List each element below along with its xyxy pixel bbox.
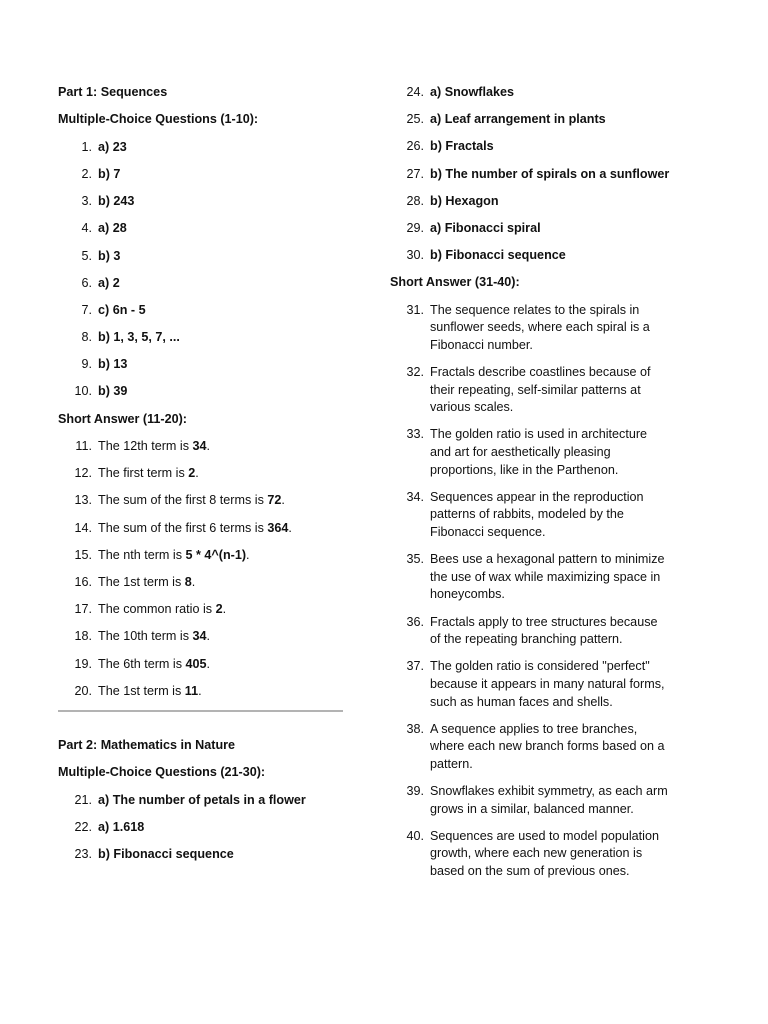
answer-suffix: . (206, 439, 211, 454)
item-answer: b) 243 (98, 194, 135, 209)
item-answer (98, 465, 348, 483)
item-number: 3. (81, 194, 92, 209)
answer-item (390, 721, 690, 774)
item-number: 37. (406, 659, 424, 674)
answer-text: The 6th term is (98, 656, 186, 671)
item-answer: a) 1.618 (98, 819, 145, 834)
item-number: 2. (81, 166, 92, 181)
answer-item (58, 383, 348, 401)
item-answer: Fractals describe coastlines because of their repeating, self-similar patterns at various scales. (430, 365, 651, 415)
answer-suffix: . (195, 466, 199, 481)
answer-suffix: . (191, 574, 196, 589)
answer-item (390, 166, 690, 184)
item-answer: b) 1, 3, 5, 7, ... (98, 330, 180, 345)
item-answer: b) Hexagon (430, 193, 499, 208)
section-divider (58, 710, 343, 712)
item-answer (98, 520, 348, 538)
answer-value: 405 (185, 656, 207, 671)
answer-text: The common ratio is (98, 602, 216, 617)
item-number: 33. (406, 427, 424, 442)
item-number: 35. (406, 552, 424, 567)
item-number: 11. (75, 439, 92, 454)
item-number: 18. (74, 629, 92, 644)
item-answer: Snowflakes exhibit symmetry, as each arm grows in a similar, balanced manner. (430, 784, 668, 816)
item-number: 5. (81, 248, 92, 263)
item-answer (98, 683, 348, 701)
item-number: 29. (406, 220, 424, 235)
answer-item (58, 275, 348, 293)
item-answer: b) 13 (98, 357, 128, 372)
item-answer (98, 438, 348, 456)
answer-item (58, 465, 348, 483)
answer-item (58, 792, 348, 810)
answer-item (58, 438, 348, 456)
item-answer: b) 3 (98, 248, 121, 263)
item-answer: b) 7 (98, 166, 121, 181)
answer-item (390, 426, 690, 479)
answer-item (390, 489, 690, 542)
item-answer: a) 2 (98, 275, 120, 290)
answer-item (58, 248, 348, 266)
answer-item (58, 547, 348, 565)
answer-item (58, 628, 348, 646)
answer-item (58, 656, 348, 674)
item-answer: The golden ratio is considered "perfect" because it appears in many natural forms, such as human faces and shells. (430, 659, 665, 709)
answer-value: 2 (215, 602, 223, 617)
item-number: 26. (406, 139, 424, 154)
answer-item (58, 819, 348, 837)
answer-item (58, 683, 348, 701)
item-answer (98, 492, 348, 510)
answer-item (390, 193, 690, 211)
item-number: 16. (74, 574, 92, 589)
answer-item (390, 364, 690, 417)
answer-item (58, 302, 348, 320)
answer-value: 5 * 4^(n-1) (185, 547, 247, 562)
item-number: 15. (74, 547, 92, 562)
answer-text: The 10th term is (98, 629, 193, 644)
answer-item (58, 139, 348, 157)
item-number: 1. (81, 139, 92, 154)
item-answer: Bees use a hexagonal pattern to minimize the use of wax while maximizing space in honeycombs. (430, 552, 665, 602)
answer-value: 34 (192, 629, 207, 644)
item-number: 14. (74, 520, 92, 535)
answer-item (390, 247, 690, 265)
answer-item (390, 138, 690, 156)
answer-item (390, 551, 690, 604)
item-number: 39. (406, 784, 424, 799)
item-number: 30. (406, 248, 424, 263)
answer-text: The 1st term is (98, 574, 185, 589)
item-answer: Sequences appear in the reproduction patterns of rabbits, modeled by the Fibonacci sequence. (430, 489, 644, 540)
item-number: 21. (74, 792, 92, 807)
answer-item (390, 658, 690, 711)
answer-item (390, 828, 690, 881)
item-answer: a) 28 (98, 221, 127, 236)
answer-value: 2 (188, 466, 196, 481)
part1-mc-heading: Multiple-Choice Questions (1-10): (58, 112, 259, 127)
answer-suffix: . (288, 520, 292, 535)
answer-item (58, 601, 348, 619)
item-answer: The sequence relates to the spirals in sunflower seeds, where each spiral is a Fibonacci number. (430, 302, 650, 352)
item-number: 24. (406, 85, 424, 99)
answer-item (58, 846, 348, 864)
answer-item (58, 193, 348, 211)
answer-text: The sum of the first 6 terms is (98, 520, 268, 535)
item-number: 38. (406, 721, 424, 736)
item-answer: b) Fibonacci sequence (430, 248, 566, 263)
answer-item (390, 220, 690, 238)
answer-suffix: . (246, 547, 250, 562)
item-number: 32. (406, 365, 424, 380)
item-answer: b) The number of spirals on a sunflower (430, 166, 670, 181)
item-answer (98, 656, 348, 674)
item-answer (98, 628, 348, 646)
item-answer: b) 39 (98, 384, 128, 399)
item-number: 23. (74, 847, 92, 862)
answer-value: 8 (184, 574, 192, 589)
item-number: 4. (81, 221, 92, 236)
answer-value: 72 (267, 493, 282, 508)
item-answer (98, 547, 348, 565)
item-answer: The golden ratio is used in architecture and art for aesthetically pleasing proportions, like in the Parthenon. (430, 427, 648, 477)
item-answer: a) Snowflakes (430, 85, 514, 99)
item-number: 6. (81, 275, 92, 290)
item-number: 7. (81, 302, 92, 317)
part2-sa-heading: Short Answer (31-40): (390, 275, 520, 290)
part1-title: Part 1: Sequences (58, 85, 168, 99)
item-number: 31. (406, 302, 424, 317)
item-number: 13. (74, 493, 92, 508)
item-number: 27. (406, 166, 424, 181)
item-number: 34. (406, 489, 424, 504)
part1-sa-heading: Short Answer (11-20): (58, 411, 187, 426)
answer-item (58, 574, 348, 592)
answer-value: 34 (192, 439, 207, 454)
item-number: 22. (74, 819, 92, 834)
item-answer: a) The number of petals in a flower (98, 792, 306, 807)
item-number: 17. (74, 602, 92, 617)
item-answer: c) 6n - 5 (98, 302, 146, 317)
item-number: 10. (74, 384, 92, 399)
item-answer: b) Fibonacci sequence (98, 847, 234, 862)
answer-text: The nth term is (98, 547, 186, 562)
item-number: 28. (406, 193, 424, 208)
answer-item (58, 492, 348, 510)
answer-text: The 1st term is (98, 683, 185, 698)
answer-item (58, 520, 348, 538)
item-number: 25. (406, 112, 424, 127)
answer-value: 11 (184, 683, 199, 698)
item-answer: b) Fractals (430, 139, 494, 154)
item-number: 40. (406, 828, 424, 843)
item-answer (98, 601, 348, 619)
answer-item (390, 614, 690, 649)
answer-suffix: . (281, 493, 285, 508)
item-answer: a) Leaf arrangement in plants (430, 112, 606, 127)
answer-item (58, 329, 348, 347)
answer-suffix: . (198, 683, 202, 698)
answer-item (390, 783, 690, 818)
answer-text: The 12th term is (98, 439, 193, 454)
item-number: 12. (74, 466, 92, 481)
item-answer: a) Fibonacci spiral (430, 220, 541, 235)
answer-text: The sum of the first 8 terms is (98, 493, 268, 508)
answer-item (390, 302, 690, 355)
part2-mc-heading: Multiple-Choice Questions (21-30): (58, 765, 266, 780)
right-column (390, 84, 690, 890)
answer-item (390, 84, 690, 102)
answer-item (58, 166, 348, 184)
left-column (58, 84, 348, 873)
item-number: 19. (74, 656, 92, 671)
item-answer: a) 23 (98, 139, 127, 154)
answer-value: 364 (267, 520, 289, 535)
item-answer: A sequence applies to tree branches, where each new branch forms based on a pattern. (430, 721, 665, 771)
item-number: 9. (81, 357, 92, 372)
answer-text: The first term is (98, 466, 189, 481)
item-answer (98, 574, 348, 592)
answer-item (58, 356, 348, 374)
answer-suffix: . (206, 656, 211, 671)
item-number: 8. (81, 330, 92, 345)
answer-suffix: . (206, 629, 211, 644)
item-number: 36. (406, 614, 424, 629)
item-answer: Sequences are used to model population growth, where each new generation is based on the sum of previous ones. (430, 828, 659, 879)
part2-title: Part 2: Mathematics in Nature (58, 737, 236, 752)
answer-suffix: . (222, 602, 227, 617)
answer-item (390, 111, 690, 129)
item-answer: Fractals apply to tree structures because of the repeating branching pattern. (430, 614, 658, 647)
answer-item (58, 220, 348, 238)
item-number: 20. (74, 683, 92, 698)
